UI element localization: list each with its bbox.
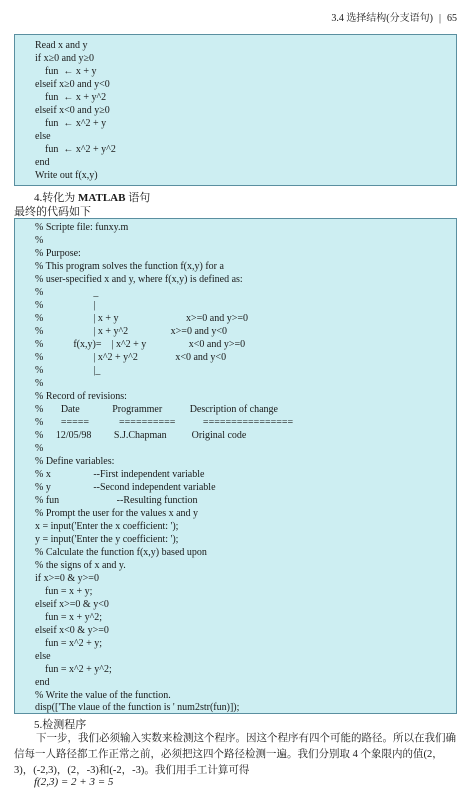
body-paragraph: 下一步，我们必须输入实数来检测这个程序。因这个程序有四个可能的路径。所以在我们确信每一人路径都工作正常之前，必须把这四个路径检测一遍。我们分别取 4 个象限内的值(2，3)，(-2,3)，(2，-3)和(-2，-3)。我们用手工计算可得 (14, 733, 456, 776)
code-line: % x --First independent variable (35, 469, 205, 480)
code-line: if x>=0 & y>=0 (35, 573, 99, 584)
code-line: elseif x<0 & y>=0 (35, 625, 109, 636)
code-line: end (35, 157, 50, 168)
code-line: % f(x,y)= | x^2 + y x<0 and y>=0 (35, 339, 246, 350)
code-line: % user-specified x and y, where f(x,y) is defined as: (35, 274, 243, 285)
step5-heading: 5.检测程序 (34, 719, 87, 731)
code-line: % Write the value of the function. (35, 690, 171, 701)
code-line: % (35, 235, 44, 246)
running-header (331, 9, 457, 24)
code-line: fun ← x + y^2 (35, 92, 107, 103)
code-line: % Date Programmer Description of change (35, 404, 278, 415)
code-line: disp(['The vlaue of the function is ' num2str(fun)]); (35, 702, 240, 713)
code-line: fun ← x^2 + y^2 (35, 144, 116, 155)
code-line: Read x and y (35, 40, 88, 51)
code-line: % fun --Resulting function (35, 495, 198, 506)
code-line: else (35, 131, 51, 142)
code-line: % y --Second independent variable (35, 482, 216, 493)
step4-bold: MATLAB (78, 192, 126, 204)
code-line: fun = x + y^2; (35, 612, 103, 623)
code-line: % | x + y x>=0 and y>=0 (35, 313, 248, 324)
matlab-code-box (14, 218, 457, 714)
code-line: y = input('Enter the y coefficient: '); (35, 534, 179, 545)
code-line: % | x^2 + y^2 x<0 and y<0 (35, 352, 227, 363)
code-line: % Calculate the function f(x,y) based upon (35, 547, 207, 558)
code-line: Write out f(x,y) (35, 170, 98, 181)
code-line: % Scripte file: funxy.m (35, 222, 129, 233)
code-line: % Prompt the user for the values x and y (35, 508, 199, 519)
final-code-label: 最终的代码如下 (14, 206, 91, 218)
code-line: % Record of revisions: (35, 391, 127, 402)
code-line: elseif x<0 and y≥0 (35, 105, 110, 116)
code-line: % |_ (35, 365, 101, 376)
header-divider: | (438, 13, 441, 24)
code-line: % _ (35, 287, 99, 298)
code-line: % the signs of x and y. (35, 560, 126, 571)
code-line: % (35, 443, 44, 454)
code-line: % (35, 378, 44, 389)
pseudocode-box (14, 34, 457, 186)
step4-prefix: 4.转化为 (34, 192, 78, 204)
code-line: % Purpose: (35, 248, 81, 259)
code-line: elseif x>=0 & y<0 (35, 599, 109, 610)
code-line: % | x + y^2 x>=0 and y<0 (35, 326, 228, 337)
section-title: 3.4 选择结构(分支语句) (331, 13, 433, 24)
code-line: if x≥0 and y≥0 (35, 53, 95, 64)
step4-suffix: 语句 (125, 192, 151, 204)
code-line: end (35, 677, 50, 688)
code-line: % This program solves the function f(x,y) for a (35, 261, 224, 272)
code-line: % ===== ========== ================ (35, 417, 294, 428)
code-line: fun = x^2 + y^2; (35, 664, 112, 675)
code-line: % Define variables: (35, 456, 115, 467)
code-line: fun ← x^2 + y (35, 118, 107, 129)
code-line: else (35, 651, 51, 662)
code-line: fun ← x + y (35, 66, 97, 77)
code-line: fun = x + y; (35, 586, 93, 597)
code-line: x = input('Enter the x coefficient: '); (35, 521, 179, 532)
formula: f(2,3) = 2 + 3 = 5 (34, 776, 114, 788)
code-line: % 12/05/98 S.J.Chapman Original code (35, 430, 247, 441)
code-line: elseif x≥0 and y<0 (35, 79, 110, 90)
code-line: % | (35, 300, 96, 311)
page-number: 65 (447, 13, 457, 24)
code-line: fun = x^2 + y; (35, 638, 103, 649)
